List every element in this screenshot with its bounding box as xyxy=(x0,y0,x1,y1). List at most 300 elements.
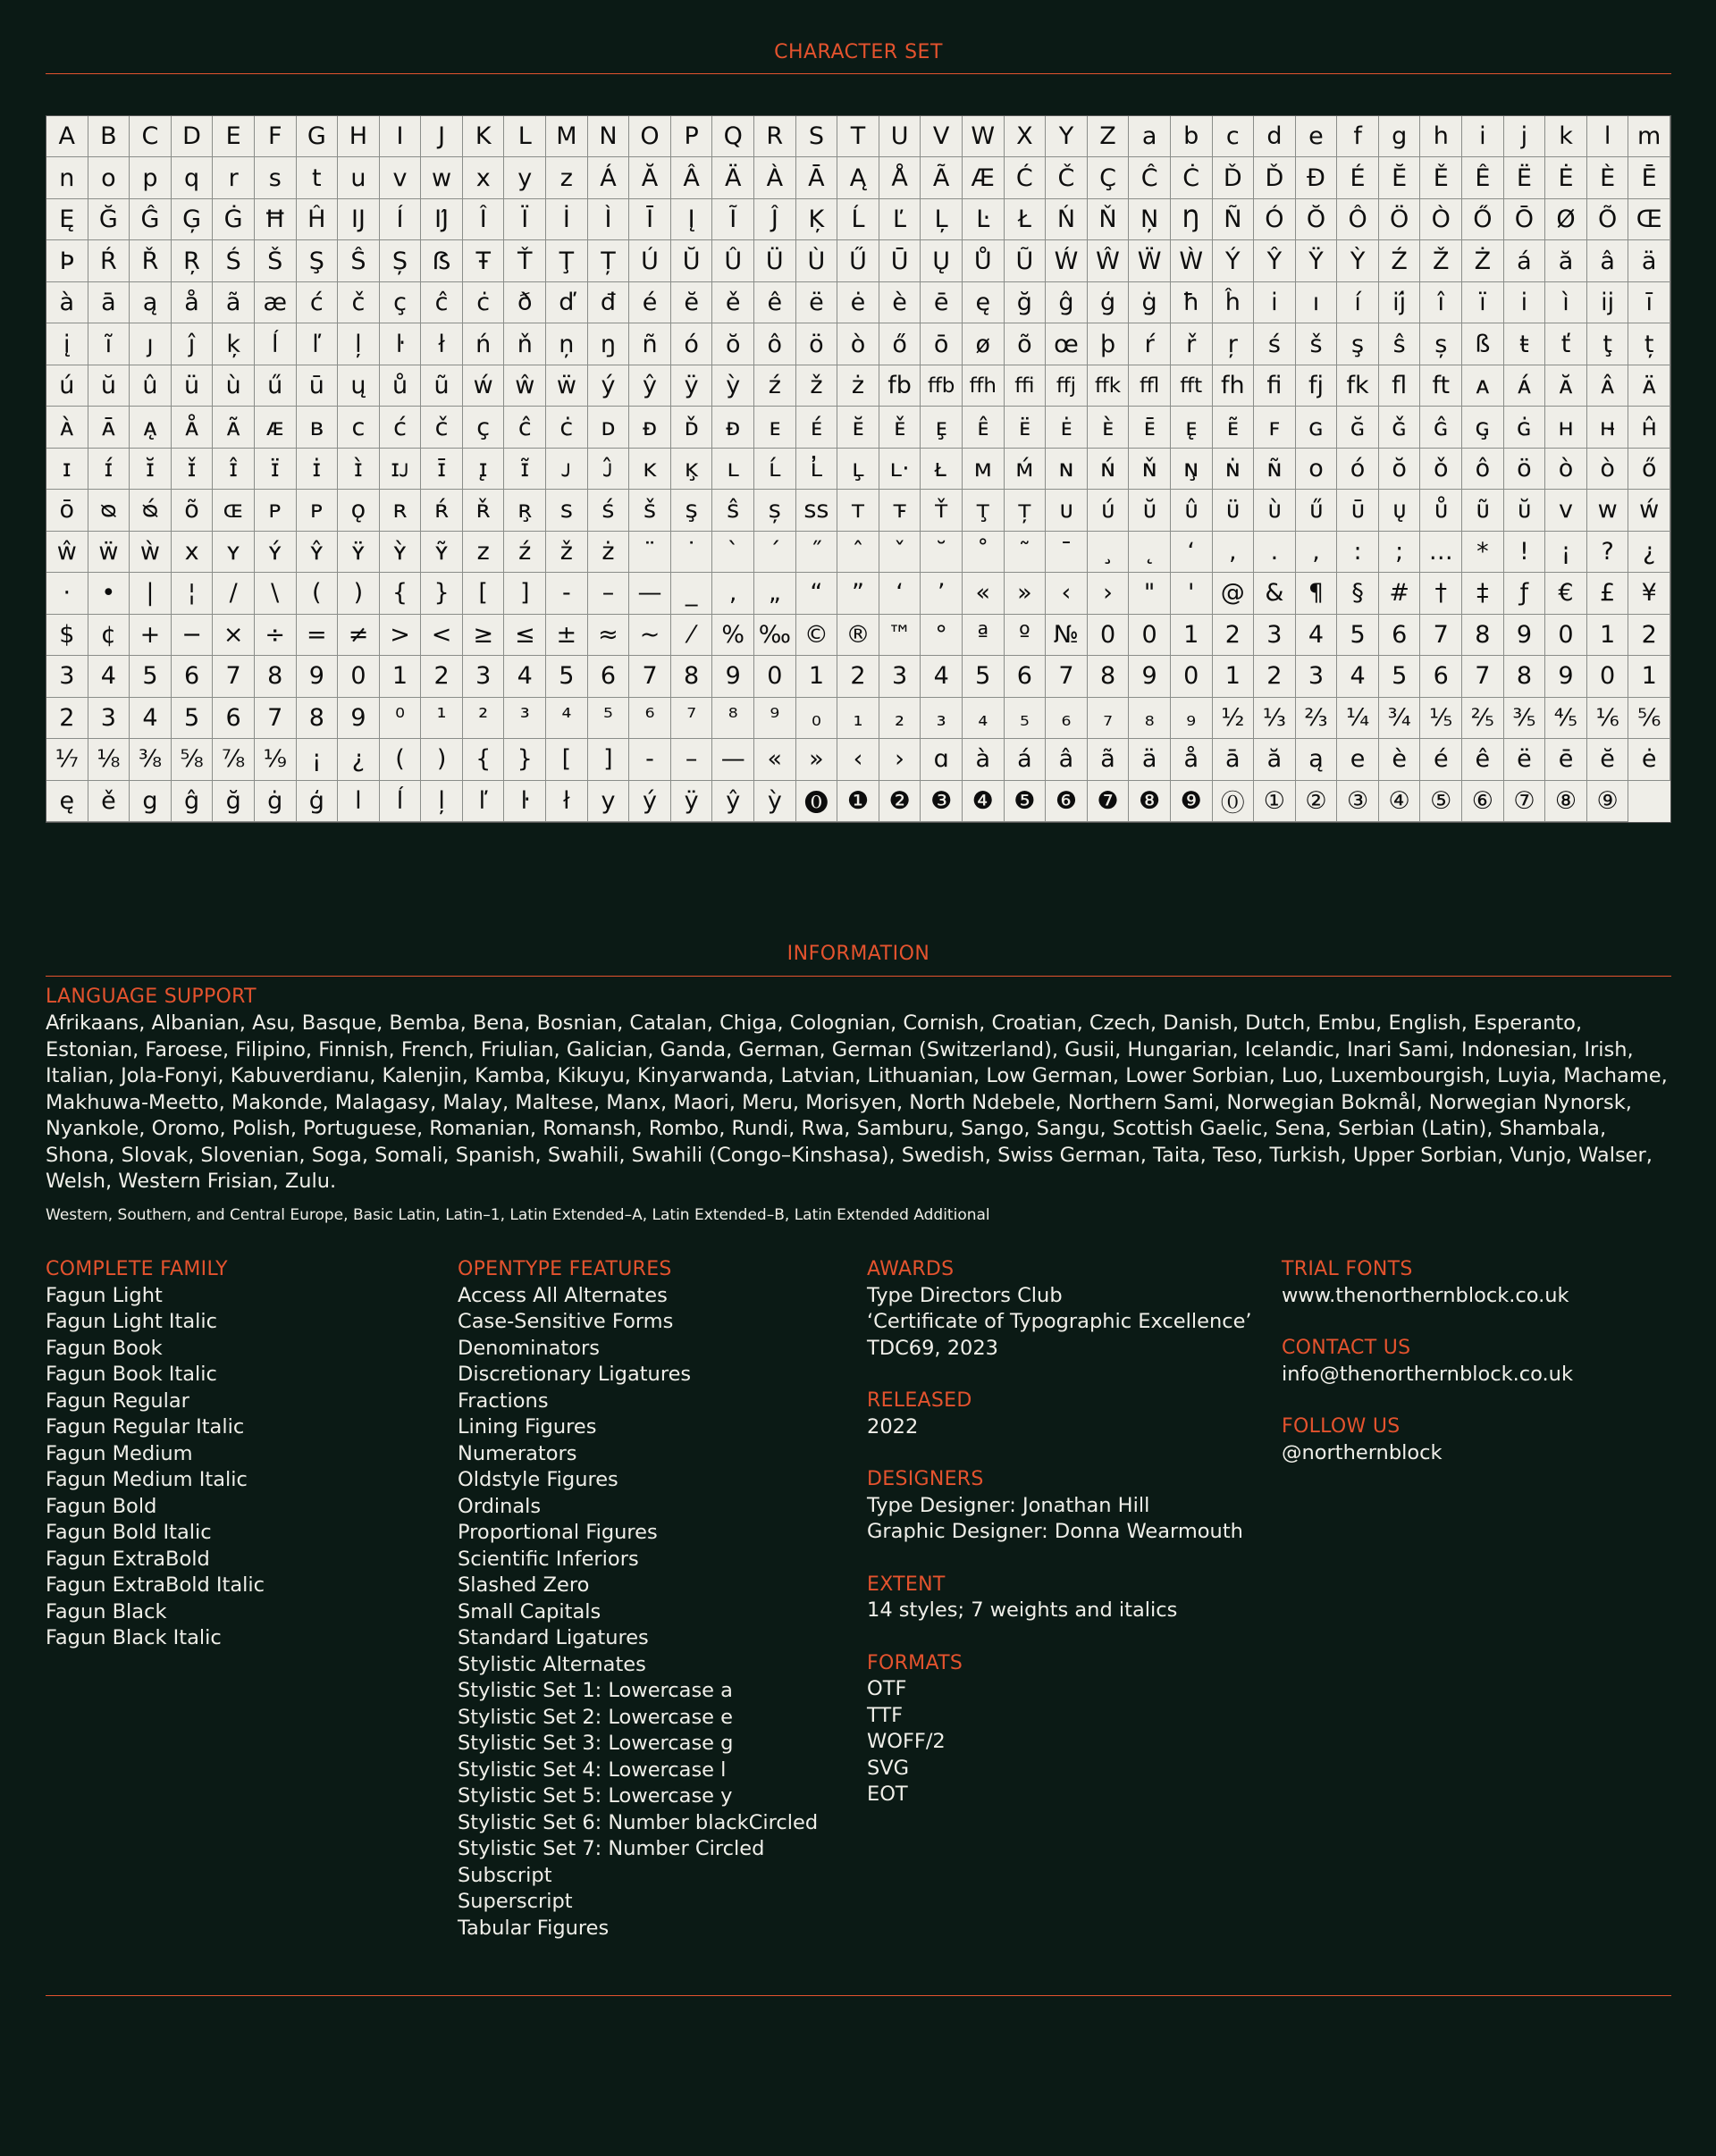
glyph-cell: ô xyxy=(754,323,796,365)
glyph-cell: ĺ xyxy=(255,323,297,365)
glyph-cell: ÿ xyxy=(671,365,713,407)
glyph-cell: Ŧ xyxy=(463,240,505,281)
glyph-cell: ¢ xyxy=(88,615,130,656)
glyph-cell: Ď xyxy=(1254,157,1296,198)
glyph-cell: * xyxy=(1462,532,1504,573)
glyph-cell: ý xyxy=(629,781,671,822)
glyph-cell: ≠ xyxy=(338,615,380,656)
glyph-cell: ᴇ̂ xyxy=(963,407,1005,448)
family-style-item: Fagun ExtraBold Italic xyxy=(46,1573,265,1597)
glyph-cell: Û xyxy=(712,240,754,281)
glyph-cell: ā xyxy=(1213,739,1255,780)
glyph-cell: ɪ̈ xyxy=(255,449,297,490)
opentype-feature-item: Stylistic Set 4: Lowercase l xyxy=(458,1758,727,1782)
glyph-cell: w xyxy=(421,157,463,198)
glyph-cell: ˛ xyxy=(1129,532,1171,573)
designers-heading: DESIGNERS xyxy=(867,1468,984,1490)
glyph-cell: ɶ xyxy=(213,490,255,531)
glyph-cell: ğ xyxy=(213,781,255,822)
glyph-cell: Ë xyxy=(1504,157,1546,198)
glyph-cell: ¯ xyxy=(1046,532,1088,573)
glyph-cell: ⅙ xyxy=(1587,698,1629,739)
glyph-cell: 3 xyxy=(1296,656,1338,697)
glyph-cell: ń xyxy=(463,323,505,365)
glyph-cell: - xyxy=(546,573,588,614)
glyph-cell: ᴜ̃ xyxy=(1462,490,1504,531)
glyph-cell: fh xyxy=(1213,365,1255,407)
glyph-cell: ᴛ̦ xyxy=(1005,490,1047,531)
opentype-feature-item: Standard Ligatures xyxy=(458,1626,649,1649)
glyph-cell: 3 xyxy=(46,656,88,697)
glyph-cell: Ş xyxy=(297,240,339,281)
glyph-cell: Ī xyxy=(629,199,671,240)
glyph-cell: n xyxy=(46,157,88,198)
family-style-item: Fagun Bold xyxy=(46,1494,157,1518)
glyph-cell: V xyxy=(921,116,963,157)
glyph-cell: ĵ xyxy=(172,323,214,365)
glyph-cell: ② xyxy=(1296,781,1338,822)
glyph-cell: ð xyxy=(504,282,546,323)
glyph-cell: 0 xyxy=(1129,615,1171,656)
glyph-cell: ɪ̌ xyxy=(172,449,214,490)
glyph-cell: ⅕ xyxy=(1420,698,1462,739)
glyph-cell: ɴ xyxy=(1046,449,1088,490)
glyph-cell: ä xyxy=(1628,240,1670,281)
glyph-cell: ᴆ xyxy=(712,407,754,448)
glyph-cell: 1 xyxy=(1213,656,1255,697)
glyph-cell: ū xyxy=(297,365,339,407)
glyph-cell: ˝ xyxy=(796,532,838,573)
glyph-cell: ꜱ̦ xyxy=(754,490,796,531)
glyph-cell: £ xyxy=(1587,573,1629,614)
glyph-cell: ŷ xyxy=(629,365,671,407)
glyph-cell: Ť xyxy=(504,240,546,281)
glyph-cell: ᴀ̆ xyxy=(1545,365,1587,407)
glyph-cell: Õ xyxy=(1587,199,1629,240)
glyph-cell: Đ xyxy=(1296,157,1338,198)
glyph-cell: ⁶ xyxy=(629,698,671,739)
opentype-feature-item: Scientific Inferiors xyxy=(458,1547,639,1571)
glyph-cell: ɪ̨ xyxy=(463,449,505,490)
glyph-cell: ʀ̧ xyxy=(504,490,546,531)
glyph-cell: Ŏ xyxy=(1296,199,1338,240)
glyph-cell: ᴍ́ xyxy=(1005,449,1047,490)
glyph-cell: ł xyxy=(421,323,463,365)
glyph-cell: ò xyxy=(837,323,879,365)
glyph-cell: ĳ xyxy=(1587,282,1629,323)
glyph-cell: 6 xyxy=(1379,615,1421,656)
character-grid xyxy=(46,115,1671,823)
glyph-cell: ț xyxy=(1628,323,1670,365)
family-style-item: Fagun Light Italic xyxy=(46,1310,218,1333)
glyph-cell: 5 xyxy=(963,656,1005,697)
glyph-cell: 6 xyxy=(172,656,214,697)
glyph-cell: } xyxy=(504,739,546,780)
glyph-cell: ¸ xyxy=(1088,532,1130,573)
glyph-cell: ɴ́ xyxy=(1088,449,1130,490)
glyph-cell: ň xyxy=(504,323,546,365)
glyph-cell: 5 xyxy=(546,656,588,697)
opentype-feature-item: Access All Alternates xyxy=(458,1283,668,1307)
glyph-cell: 4 xyxy=(88,656,130,697)
glyph-cell: ŕ xyxy=(1129,323,1171,365)
glyph-cell: ₂ xyxy=(879,698,921,739)
glyph-cell: ᴇ̃ xyxy=(1213,407,1255,448)
glyph-cell: ã xyxy=(213,282,255,323)
glyph-cell: 7 xyxy=(1462,656,1504,697)
glyph-cell: Ą xyxy=(837,157,879,198)
glyph-cell: O xyxy=(629,116,671,157)
glyph-cell: & xyxy=(1254,573,1296,614)
glyph-cell: 8 xyxy=(1088,656,1130,697)
glyph-cell: Ķ xyxy=(796,199,838,240)
opentype-feature-item: Ordinals xyxy=(458,1494,542,1518)
glyph-cell: 6 xyxy=(213,698,255,739)
glyph-cell: 0 xyxy=(1171,656,1213,697)
glyph-cell: ] xyxy=(588,739,630,780)
glyph-cell: ħ xyxy=(1171,282,1213,323)
follow-us-heading: FOLLOW US xyxy=(1282,1415,1401,1438)
glyph-cell: ᴏ̄ xyxy=(46,490,88,531)
glyph-cell: H xyxy=(338,116,380,157)
glyph-cell: 6 xyxy=(588,656,630,697)
language-list: Afrikaans, Albanian, Asu, Basque, Bemba, Bena, Bosnian, Catalan, Chiga, Colognian, Cornish, Croatian, Czech, Danish, Dutch, Embu, English, Esperanto, Estonian, Faroese, Filipino, Finnish, French, Friulian, Galician, Ganda, German, German (Switzerland), Gusii, Hungarian, Icelandic, Inari Sami, Indonesian, Irish, Italian, Jola-Fonyi, Kabuverdianu, Kalenjin, Kamba, Kikuyu, Kinyarwanda, Latvian, Lithuanian, Low German, Lower Sorbian, Luo, Luxembourgish, Luyia, Machame, Makhuwa-Meetto, Makonde, Malagasy, Malay, Maltese, Manx, Maori, Meru, Morisyen, North Ndebele, Northern Sami, Norwegian Bokmål, Norwegian Nynorsk, Nyankole, Oromo, Polish, Portuguese, Romanian, Romansh, Rombo, Rundi, Rwa, Samburu, Sango, Sangu, Scottish Gaelic, Sena, Serbian (Latin), Shambala, Shona, Slovak, Slovenian, Soga, Somali, Spanish, Swahili, Swahili (Congo–Kinshasa), Swedish, Swiss German, Taita, Teso, Turkish, Upper Sorbian, Vunjo, Walser, Welsh, Western Frisian, Zulu. xyxy=(46,1011,1668,1193)
glyph-cell: – xyxy=(671,739,713,780)
glyph-cell: ı xyxy=(1296,282,1338,323)
glyph-cell: ᴄ̇ xyxy=(546,407,588,448)
glyph-cell: ᴏ̆ xyxy=(1379,449,1421,490)
glyph-cell: ꜱ̧ xyxy=(671,490,713,531)
glyph-cell: ’ xyxy=(921,573,963,614)
complete-family-section xyxy=(46,1256,439,1652)
glyph-cell: å xyxy=(172,282,214,323)
glyph-cell: s xyxy=(255,157,297,198)
opentype-feature-item: Stylistic Set 1: Lowercase a xyxy=(458,1679,733,1702)
formats-list xyxy=(867,1676,1260,1808)
glyph-cell: ŏ xyxy=(712,323,754,365)
glyph-cell: Œ xyxy=(1628,199,1670,240)
glyph-cell: ᴛ̵ xyxy=(879,490,921,531)
features-list xyxy=(458,1283,851,1942)
glyph-cell: ᴇ̈ xyxy=(1005,407,1047,448)
glyph-cell: ᴜ̆ xyxy=(1504,490,1546,531)
glyph-cell: ȷ xyxy=(130,323,172,365)
glyph-cell: ᴇ̀ xyxy=(1088,407,1130,448)
family-list xyxy=(46,1283,439,1652)
family-style-item: Fagun Black xyxy=(46,1599,167,1623)
glyph-cell: ᴜ̋ xyxy=(1296,490,1338,531)
glyph-cell: [ xyxy=(463,573,505,614)
glyph-cell: g xyxy=(130,781,172,822)
glyph-cell: ⅖ xyxy=(1462,698,1504,739)
glyph-cell: ᴀ̨ xyxy=(130,407,172,448)
glyph-cell: − xyxy=(172,615,214,656)
glyph-cell: ʏ xyxy=(213,532,255,573)
glyph-cell: ĳ́ xyxy=(1379,282,1421,323)
glyph-cell: ≤ xyxy=(504,615,546,656)
glyph-cell: Ē xyxy=(1628,157,1670,198)
glyph-cell: Ż xyxy=(1462,240,1504,281)
glyph-cell: ɪ̇ xyxy=(297,449,339,490)
family-style-item: Fagun Black Italic xyxy=(46,1626,222,1649)
glyph-cell: ᴀ xyxy=(1462,365,1504,407)
glyph-cell: ᴌ xyxy=(921,449,963,490)
glyph-cell: ᴄ̌ xyxy=(421,407,463,448)
designer-line: Type Designer: Jonathan Hill xyxy=(867,1493,1150,1517)
glyph-cell: ą xyxy=(130,282,172,323)
glyph-cell: F xyxy=(255,116,297,157)
contact-email-link[interactable]: info@thenorthernblock.co.uk xyxy=(1282,1362,1573,1386)
glyph-cell: Ū xyxy=(879,240,921,281)
glyph-cell: ¾ xyxy=(1379,698,1421,739)
footer-divider xyxy=(46,1995,1671,1996)
glyph-cell: ʜ xyxy=(1545,407,1587,448)
glyph-cell: M xyxy=(546,116,588,157)
glyph-cell: ó xyxy=(671,323,713,365)
glyph-cell: ʜ̵ xyxy=(1587,407,1629,448)
glyph-cell: 9 xyxy=(712,656,754,697)
glyph-cell: Ŵ xyxy=(1088,240,1130,281)
glyph-cell: â xyxy=(1046,739,1088,780)
glyph-cell: º xyxy=(1005,615,1047,656)
glyph-cell: ğ xyxy=(1005,282,1047,323)
glyph-cell: 8 xyxy=(1462,615,1504,656)
glyph-cell: ⅝ xyxy=(172,739,214,780)
glyph-cell: ᴀ̄ xyxy=(88,407,130,448)
extent-value: 14 styles; 7 weights and italics xyxy=(867,1598,1178,1622)
glyph-cell: ɴ̇ xyxy=(1213,449,1255,490)
glyph-cell: ű xyxy=(255,365,297,407)
glyph-cell: ᴢ́ xyxy=(504,532,546,573)
glyph-cell: ᴡ̀ xyxy=(130,532,172,573)
glyph-cell: ê xyxy=(1462,739,1504,780)
glyph-cell: ¦ xyxy=(172,573,214,614)
glyph-cell: é xyxy=(629,282,671,323)
glyph-cell: ❼ xyxy=(1088,781,1130,822)
opentype-features-section xyxy=(458,1256,851,1942)
glyph-cell: 7 xyxy=(1046,656,1088,697)
glyph-cell: ź xyxy=(754,365,796,407)
glyph-cell: ‹ xyxy=(1046,573,1088,614)
glyph-cell: i xyxy=(1504,282,1546,323)
glyph-cell: Ç xyxy=(1088,157,1130,198)
glyph-cell: ᴇ xyxy=(754,407,796,448)
glyph-cell: ₇ xyxy=(1088,698,1130,739)
trial-fonts-link[interactable]: www.thenorthernblock.co.uk xyxy=(1282,1283,1569,1307)
glyph-cell: 3 xyxy=(88,698,130,739)
glyph-cell: ă xyxy=(1545,240,1587,281)
glyph-cell: ⑨ xyxy=(1587,781,1629,822)
glyph-cell: ⑤ xyxy=(1420,781,1462,822)
released-heading: RELEASED xyxy=(867,1389,972,1412)
glyph-cell: 5 xyxy=(130,656,172,697)
glyph-cell: ᴜ̨ xyxy=(1379,490,1421,531)
glyph-cell: î xyxy=(1420,282,1462,323)
glyph-cell: C xyxy=(130,116,172,157)
glyph-cell: ® xyxy=(837,615,879,656)
glyph-cell: ‹ xyxy=(837,739,879,780)
glyph-cell: № xyxy=(1046,615,1088,656)
glyph-cell: ⁵ xyxy=(588,698,630,739)
glyph-cell: ÿ xyxy=(671,781,713,822)
glyph-cell: ` xyxy=(712,532,754,573)
glyph-cell: Ļ xyxy=(921,199,963,240)
glyph-cell: { xyxy=(463,739,505,780)
glyph-cell: ª xyxy=(963,615,1005,656)
glyph-cell: T xyxy=(837,116,879,157)
glyph-cell: ᴡ́ xyxy=(1628,490,1670,531)
glyph-cell: ; xyxy=(1379,532,1421,573)
glyph-cell: X xyxy=(1005,116,1047,157)
glyph-cell: ᴏ̈ xyxy=(1504,449,1546,490)
glyph-cell: g xyxy=(1379,116,1421,157)
glyph-cell: I xyxy=(380,116,422,157)
glyph-cell: ¡ xyxy=(297,739,339,780)
glyph-cell: Ŷ xyxy=(1254,240,1296,281)
glyph-cell: ᴩ xyxy=(297,490,339,531)
glyph-cell: ᴠ xyxy=(1545,490,1587,531)
glyph-cell: ŋ xyxy=(588,323,630,365)
glyph-cell: ⓪ xyxy=(1213,781,1255,822)
glyph-cell: œ xyxy=(1046,323,1088,365)
glyph-cell: 3 xyxy=(1254,615,1296,656)
glyph-cell: ᴜ̂ xyxy=(1171,490,1213,531)
glyph-cell: Ě xyxy=(1420,157,1462,198)
glyph-cell: Ñ xyxy=(1213,199,1255,240)
glyph-cell: ffl xyxy=(1129,365,1171,407)
family-style-item: Fagun Book xyxy=(46,1336,163,1360)
glyph-cell: ffh xyxy=(963,365,1005,407)
glyph-cell: + xyxy=(130,615,172,656)
glyph-cell: ɪ̄ xyxy=(421,449,463,490)
glyph-cell: “ xyxy=(796,573,838,614)
glyph-cell: å xyxy=(1171,739,1213,780)
glyph-cell: © xyxy=(796,615,838,656)
glyph-cell: ( xyxy=(297,573,339,614)
glyph-cell: Ś xyxy=(213,240,255,281)
glyph-cell: Ï xyxy=(504,199,546,240)
glyph-cell: ᴏ̋ xyxy=(1628,449,1670,490)
glyph-cell: € xyxy=(1545,573,1587,614)
glyph-cell: ´ xyxy=(754,532,796,573)
glyph-cell: 9 xyxy=(338,698,380,739)
glyph-cell: ę xyxy=(963,282,1005,323)
glyph-cell: ffj xyxy=(1046,365,1088,407)
glyph-cell: 0 xyxy=(1088,615,1130,656)
glyph-cell: ý xyxy=(588,365,630,407)
opentype-feature-item: Proportional Figures xyxy=(458,1521,658,1544)
glyph-cell: ʟ̧ xyxy=(837,449,879,490)
glyph-cell: í xyxy=(1337,282,1379,323)
glyph-cell: ɑ xyxy=(921,739,963,780)
glyph-cell: ɪ̂ xyxy=(213,449,255,490)
glyph-cell: ⑦ xyxy=(1504,781,1546,822)
glyph-cell: ᴜ xyxy=(1046,490,1088,531)
glyph-cell: ⅓ xyxy=(1254,698,1296,739)
glyph-cell: ę xyxy=(46,781,88,822)
award-line: TDC69, 2023 xyxy=(867,1336,998,1360)
glyph-cell: Ā xyxy=(796,157,838,198)
glyph-cell: ș xyxy=(1420,323,1462,365)
glyph-cell: — xyxy=(712,739,754,780)
glyph-cell: ʀ xyxy=(380,490,422,531)
glyph-cell: 9 xyxy=(1504,615,1546,656)
glyph-cell: à xyxy=(963,739,1005,780)
glyph-cell: ř xyxy=(1171,323,1213,365)
glyph-cell: ľ xyxy=(463,781,505,822)
glyph-cell: Ĥ xyxy=(297,199,339,240)
glyph-cell: ⁷ xyxy=(671,698,713,739)
glyph-cell: ˙ xyxy=(671,532,713,573)
glyph-cell: Š xyxy=(255,240,297,281)
glyph-cell: ᴓ́ xyxy=(130,490,172,531)
glyph-cell: 9 xyxy=(297,656,339,697)
glyph-cell: k xyxy=(1545,116,1587,157)
glyph-cell: ‰ xyxy=(754,615,796,656)
glyph-cell: ᴜ́ xyxy=(1088,490,1130,531)
glyph-cell: ż xyxy=(837,365,879,407)
glyph-cell: x xyxy=(463,157,505,198)
glyph-cell: ũ xyxy=(421,365,463,407)
glyph-cell: ŗ xyxy=(1213,323,1255,365)
glyph-cell: ɪ xyxy=(46,449,88,490)
glyph-cell: é xyxy=(1420,739,1462,780)
glyph-cell: Ă xyxy=(629,157,671,198)
opentype-feature-item: Small Capitals xyxy=(458,1599,601,1623)
glyph-cell: Q xyxy=(712,116,754,157)
glyph-cell: ꜱ̌ xyxy=(629,490,671,531)
glyph-cell: ɢ̆ xyxy=(1337,407,1379,448)
glyph-cell: Ò xyxy=(1420,199,1462,240)
glyph-cell: 4 xyxy=(1296,615,1338,656)
glyph-cell: × xyxy=(213,615,255,656)
glyph-cell: $ xyxy=(46,615,88,656)
glyph-cell: ③ xyxy=(1337,781,1379,822)
glyph-cell: ffi xyxy=(1005,365,1047,407)
format-item: TTF xyxy=(867,1703,904,1727)
glyph-cell: ĕ xyxy=(671,282,713,323)
glyph-cell: fl xyxy=(1379,365,1421,407)
glyph-cell: Ø xyxy=(1545,199,1587,240)
glyph-cell: ⅔ xyxy=(1296,698,1338,739)
glyph-cell: P xyxy=(671,116,713,157)
glyph-cell: đ xyxy=(588,282,630,323)
glyph-cell: 3 xyxy=(463,656,505,697)
glyph-cell: ì xyxy=(1545,282,1587,323)
extent-heading: EXTENT xyxy=(867,1573,946,1596)
information-divider xyxy=(46,976,1671,977)
glyph-cell: ² xyxy=(463,698,505,739)
glyph-cell: ᴆ xyxy=(629,407,671,448)
glyph-cell: Â xyxy=(671,157,713,198)
glyph-cell: ĉ xyxy=(421,282,463,323)
glyph-cell: ᴊ xyxy=(546,449,588,490)
glyph-cell: ď xyxy=(546,282,588,323)
family-style-item: Fagun Medium xyxy=(46,1441,193,1465)
family-style-item: Fagun ExtraBold xyxy=(46,1547,210,1571)
glyph-cell: ᴏ́ xyxy=(1337,449,1379,490)
glyph-cell: ⑧ xyxy=(1545,781,1587,822)
glyph-cell: L xyxy=(504,116,546,157)
glyph-cell: ᴜ̄ xyxy=(1337,490,1379,531)
glyph-cell: ĺ xyxy=(380,781,422,822)
glyph-cell: ᴄ́ xyxy=(380,407,422,448)
social-handle-link[interactable]: @northernblock xyxy=(1282,1440,1443,1464)
glyph-cell: ˜ xyxy=(1005,532,1047,573)
glyph-cell: 5 xyxy=(1337,615,1379,656)
glyph-cell: < xyxy=(421,615,463,656)
glyph-cell: 1 xyxy=(1628,656,1670,697)
